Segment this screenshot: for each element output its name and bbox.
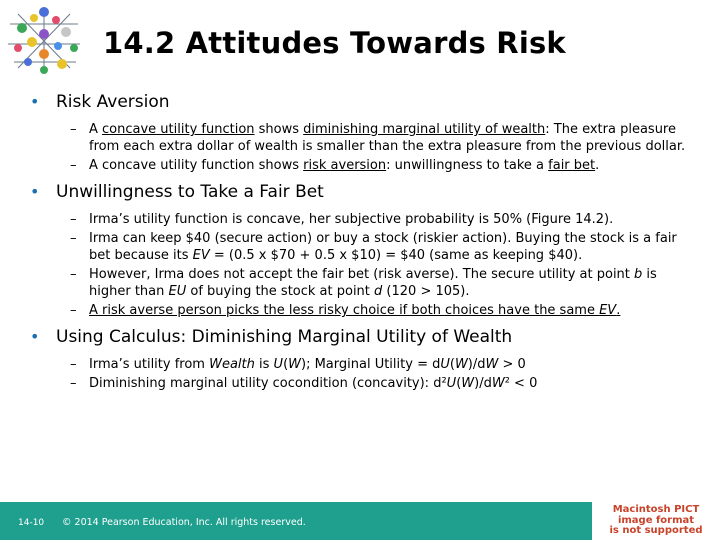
text-run: of buying the stock at point xyxy=(186,284,375,299)
text-run: Diminishing marginal utility cocondition (concavity): d² xyxy=(89,376,447,391)
copyright-notice: © 2014 Pearson Education, Inc. All rights reserved. xyxy=(62,517,306,528)
text-run: ( xyxy=(283,357,289,372)
text-run: (120 > 105). xyxy=(382,284,470,299)
pict-line: is not supported xyxy=(609,525,703,536)
dash-icon: – xyxy=(70,267,77,282)
text-run: W xyxy=(461,376,475,391)
section-heading-text: Unwillingness to Take a Fair Bet xyxy=(56,182,324,202)
dash-icon: – xyxy=(70,122,77,137)
section-heading xyxy=(30,327,700,347)
text-run: W xyxy=(491,376,505,391)
dash-icon: – xyxy=(70,158,77,173)
text-run: ); Marginal Utility = d xyxy=(301,357,441,372)
text-run: shows xyxy=(254,122,304,137)
text-run: However, Irma does not accept the fair bet (risk averse). The secure utility at point xyxy=(89,267,635,282)
text-run: . xyxy=(595,158,600,173)
text-run: Irma’s utility from xyxy=(89,357,210,372)
dash-icon: – xyxy=(70,212,77,227)
text-run: . xyxy=(616,303,621,318)
text-run: )/d xyxy=(474,376,492,391)
text-run: Irma’s utility function is concave, her subjective probability is 50% (Figure 14.2). xyxy=(89,212,614,227)
pict-line: Macintosh PICT xyxy=(612,504,700,515)
text-run: diminishing marginal utility of wealth xyxy=(303,122,546,137)
text-run: is xyxy=(254,357,274,372)
section-block xyxy=(30,92,700,174)
bullet-icon: • xyxy=(30,182,40,201)
text-run: > 0 xyxy=(498,357,526,372)
text-run: d xyxy=(374,284,383,299)
text-run: W xyxy=(485,357,499,372)
section-heading-text: Using Calculus: Diminishing Marginal Utility of Wealth xyxy=(56,327,513,347)
text-run: = (0.5 x $70 + 0.5 x $10) = $40 (same as keeping $40). xyxy=(209,248,583,263)
text-run: A concave utility function shows xyxy=(89,158,304,173)
text-run: EV xyxy=(192,248,210,263)
footer-bar xyxy=(0,502,592,540)
sub-bullet-item xyxy=(30,157,700,174)
text-run: Irma can keep $40 (secure action) or buy a stock (riskier action). Buying the stock is a fair bet because its xyxy=(89,231,677,263)
text-run: b xyxy=(634,267,643,282)
text-run: ( xyxy=(456,376,462,391)
text-run: fair bet xyxy=(548,158,596,173)
section-block xyxy=(30,327,700,392)
text-run: Wealth xyxy=(209,357,255,372)
sub-bullet-item xyxy=(30,211,700,228)
sub-bullet-item xyxy=(30,230,700,264)
pict-line: image format xyxy=(617,514,695,526)
dash-icon: – xyxy=(70,357,77,372)
text-run: W xyxy=(454,357,468,372)
cube-stack-logo xyxy=(4,2,84,76)
section-heading-text: Risk Aversion xyxy=(56,92,170,112)
text-run: : The extra pleasure from each extra dollar of wealth is smaller than the extra pleasure from the previous dollar. xyxy=(89,122,686,154)
text-run: U xyxy=(273,357,284,372)
text-run: is higher than xyxy=(89,267,657,299)
text-run: ² < 0 xyxy=(504,376,538,391)
section-block xyxy=(30,182,700,319)
sub-bullet-item xyxy=(30,356,700,373)
section-heading xyxy=(30,182,700,202)
text-run: concave utility function xyxy=(102,122,255,137)
text-run: A xyxy=(89,122,103,137)
text-run: U xyxy=(440,357,450,372)
sub-bullet-item xyxy=(30,375,700,392)
sub-bullet-item xyxy=(30,302,700,319)
text-run: )/d xyxy=(467,357,486,372)
text-run: U xyxy=(446,376,457,391)
text-run: A risk averse person picks the less risky choice if both choices have the same xyxy=(89,303,600,318)
section-heading xyxy=(30,92,700,112)
dash-icon: – xyxy=(70,303,77,318)
bullet-icon: • xyxy=(30,327,40,346)
text-run: EV xyxy=(599,303,617,318)
text-run: W xyxy=(288,357,301,372)
page-number: 14-10 xyxy=(18,518,45,528)
text-run: risk aversion xyxy=(303,158,387,173)
text-run: ( xyxy=(449,357,455,372)
dash-icon: – xyxy=(70,231,77,246)
dash-icon: – xyxy=(70,376,77,391)
text-run: : unwillingness to take a xyxy=(386,158,549,173)
sub-bullet-item xyxy=(30,266,700,300)
pict-placeholder xyxy=(592,502,720,540)
bullet-icon: • xyxy=(30,92,40,111)
text-run: EU xyxy=(168,284,187,299)
sub-bullet-item xyxy=(30,121,700,155)
slide-body xyxy=(30,92,700,400)
slide-title: 14.2 Attitudes Towards Risk xyxy=(103,26,566,60)
